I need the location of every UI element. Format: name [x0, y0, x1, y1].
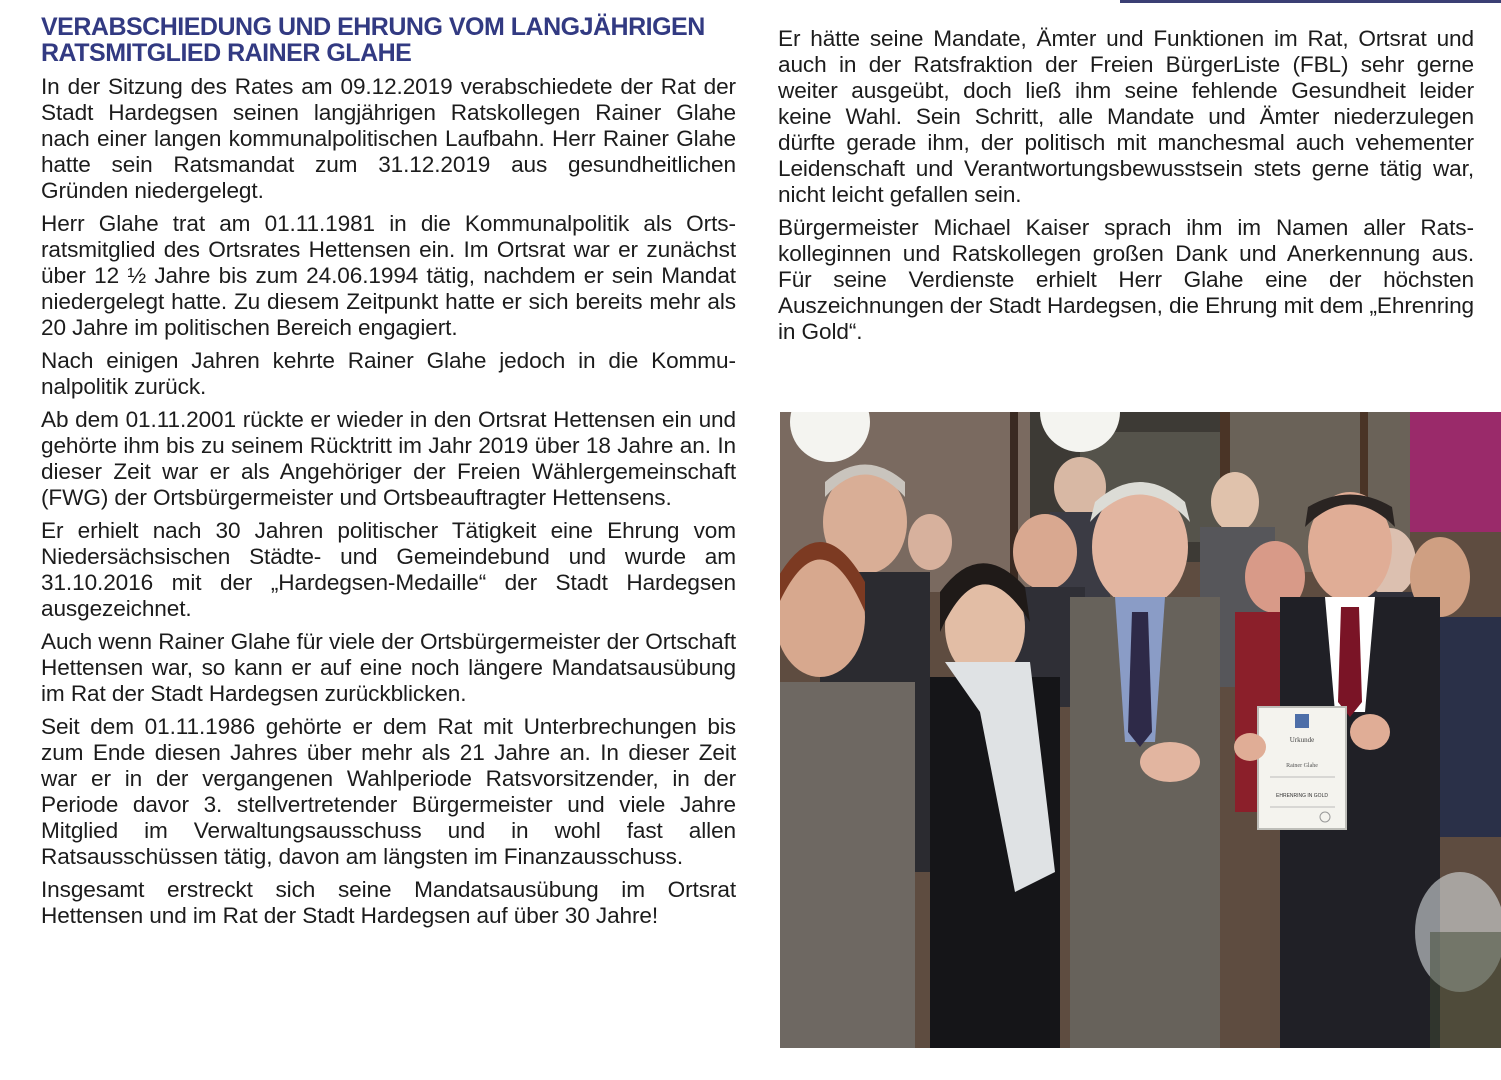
left-column — [41, 14, 736, 936]
paragraph: In der Sitzung des Rates am 09.12.2019 verabschiedete der Rat der Stadt Hardegsen seinen langjährigen Ratskollegen Rainer Glahe nach einer langen kommunalpolitischen Laufbahn. Herr Rainer Glahe hatte sein Ratsmandat zum 31.12.2019 aus gesundheitlichen Gründen niedergelegt. — [41, 74, 736, 203]
paragraph: Nach einigen Jahren kehrte Rainer Glahe jedoch in die Kommunalpolitik zurück. — [41, 348, 736, 399]
paragraph: Herr Glahe trat am 01.11.1981 in die Kommunalpolitik als Ortsratsmitglied des Ortsrates Hettensen ein. Im Ortsrat war er zunächst über 12 ½ Jahre bis zum 24.06.1994 tätig, nachdem er sein Mandat niedergelegt hatte. Zu diesem Zeitpunkt hatte er sich bereits mehr als 20 Jahre im politischen Bereich engagiert. — [41, 211, 736, 340]
right-column — [778, 26, 1474, 352]
certificate-name: Rainer Glahe — [1286, 763, 1318, 769]
group-photo — [780, 412, 1501, 1048]
paragraph: Ab dem 01.11.2001 rückte er wieder in den Ortsrat Hettensen ein und gehörte ihm bis zu seinem Rücktritt im Jahr 2019 über 18 Jahre an. In dieser Zeit war er als Angehöriger der Freien Wählergemeinschaft (FWG) der Ortsbürgermeister und Ortsbeauftragter Hettensens. — [41, 407, 736, 510]
certificate-heading: Urkunde — [1289, 736, 1315, 744]
article-headline — [41, 14, 736, 66]
paragraph: Auch wenn Rainer Glahe für viele der Ortsbürgermeister der Ortschaft Hettensen war, so kann er auf eine noch längere Mandatsausübung im Rat der Stadt Hardegsen zurückblicken. — [41, 629, 736, 706]
headline-line-2: RATSMITGLIED RAINER GLAHE — [41, 39, 412, 67]
headline-line-1: VERABSCHIEDUNG UND EHRUNG VOM LANGJÄHRIGEN — [41, 13, 705, 41]
paragraph: Bürgermeister Michael Kaiser sprach ihm im Namen aller Ratskolleginnen und Ratskollegen großen Dank und Anerkennung aus. Für seine Verdienste erhielt Herr Glahe eine der höchsten Auszeichnungen der Stadt Hardegsen, die Ehrung mit dem „Ehrenring in Gold“. — [778, 215, 1474, 344]
certificate-award: EHRENRING IN GOLD — [1276, 793, 1328, 799]
paragraph: Er erhielt nach 30 Jahren politischer Tätigkeit eine Ehrung vom Niedersächsischen Städte- und Gemeindebund und wurde am 31.10.2016 mit der „Hardegsen-Medaille“ der Stadt Hardegsen ausgezeichnet. — [41, 518, 736, 621]
top-rule — [1120, 0, 1501, 3]
paragraph: Seit dem 01.11.1986 gehörte er dem Rat mit Unterbrechungen bis zum Ende diesen Jahres über mehr als 21 Jahre an. In dieser Zeit war er in der vergangenen Wahlperiode Ratsvorsitzender, in der Periode davor 3. stellvertretender Bürgermeister und viele Jahre Mitglied im Verwaltungsausschuss und in wohl fast allen Ratsausschüssen tätig, davon am längsten im Finanzausschuss. — [41, 714, 736, 869]
paragraph: Er hätte seine Mandate, Ämter und Funktionen im Rat, Ortsrat und auch in der Ratsfraktion der Freien BürgerListe (FBL) sehr gerne weiter ausgeübt, doch ließ ihm seine fehlende Gesundheit leider keine Wahl. Sein Schritt, alle Mandate und Ämter niederzulegen dürfte gerade ihm, der politisch mit manchesmal auch vehementer Leidenschaft und Verantwortungsbewusstsein stets gerne tätig war, nicht leicht gefallen sein. — [778, 26, 1474, 207]
paragraph: Insgesamt erstreckt sich seine Mandatsausübung im Ortsrat Hettensen und im Rat der Stadt Hardegsen auf über 30 Jahre! — [41, 877, 736, 928]
